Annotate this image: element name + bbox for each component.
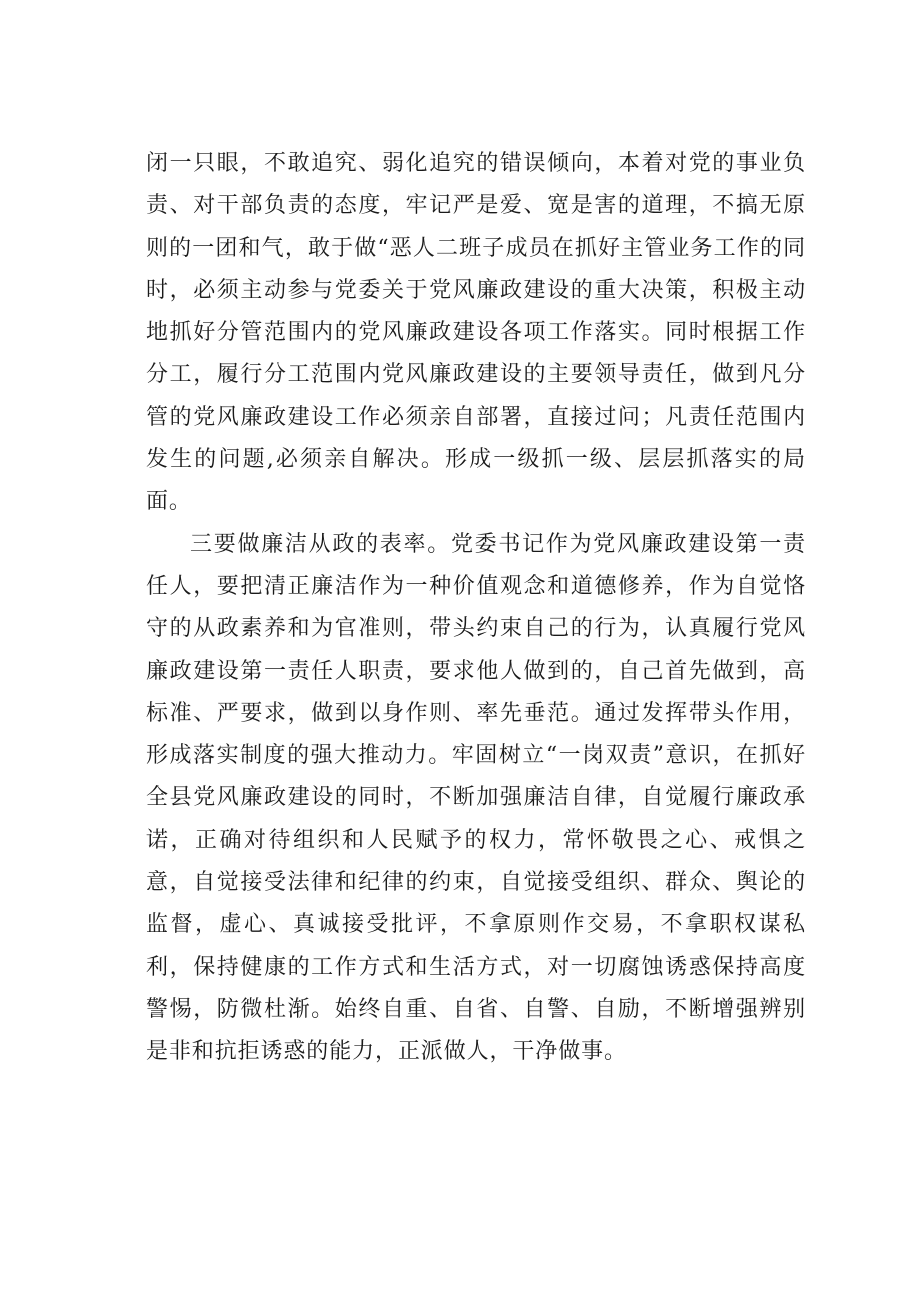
paragraph-continuation: 闭一只眼，不敢追究、弱化追究的错误倾向，本着对党的事业负责、对干部负责的态度，牢记严是爱、宽是害的道理，不搞无原则的一团和气，敢于做“恶人二班子成员在抓好主管业务工作的同时，必须主动参与党委关于党风廉政建设的重大决策，积极主动地抓好分管范围内的党风廉政建设各项工作落实。同时根据工作分工，履行分工范围内党风廉政建设的主要领导责任，做到凡分管的党风廉政建设工作必须亲自部署，直接过问；凡责任范围内发生的问题,必须亲自解决。形成一级抓一级、层层抓落实的局面。 (146, 151, 806, 515)
document-body (146, 143, 806, 1074)
paragraph-point-three: 三要做廉洁从政的表率。党委书记作为党风廉政建设第一责任人，要把清正廉洁作为一种价值观念和道德修养，作为自觉恪守的从政素养和为官准则，带头约束自己的行为，认真履行党风廉政建设第一责任人职责，要求他人做到的，自己首先做到，高标准、严要求，做到以身作则、率先垂范。通过发挥带头作用，形成落实制度的强大推动力。牢固树立“一岗双责”意识，在抓好全县党风廉政建设的同时，不断加强廉洁自律，自觉履行廉政承诺，正确对待组织和人民赋予的权力，常怀敬畏之心、戒惧之意，自觉接受法律和纪律的约束，自觉接受组织、群众、舆论的监督，虚心、真诚接受批评，不拿原则作交易，不拿职权谋私利，保持健康的工作方式和生活方式，对一切腐蚀诱惑保持高度警惕，防微杜渐。始终自重、自省、自警、自励，不断增强辨别是非和抗拒诱惑的能力，正派做人，干净做事。 (146, 531, 806, 1065)
